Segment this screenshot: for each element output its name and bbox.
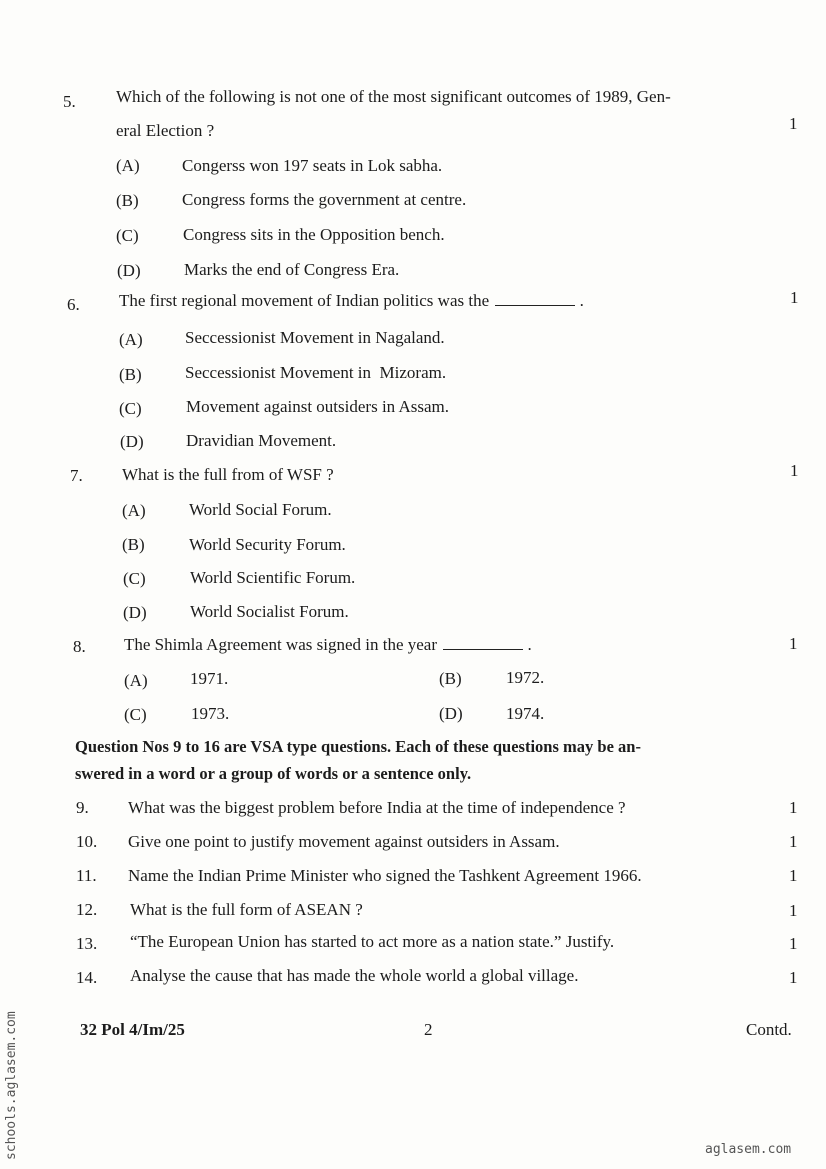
option-letter: (D) bbox=[123, 603, 147, 622]
question-number: 7. bbox=[70, 466, 83, 485]
option-letter: (A) bbox=[116, 156, 140, 175]
option-text: Seccessionist Movement in Mizoram. bbox=[185, 363, 447, 382]
question-marks: 1 bbox=[789, 934, 798, 953]
option-letter: (C) bbox=[116, 226, 139, 245]
option-letter: (A) bbox=[124, 671, 148, 690]
question-marks: 1 bbox=[789, 832, 798, 851]
option-text: Congress forms the government at centre. bbox=[182, 190, 467, 209]
instruction-line: swered in a word or a group of words or a sentence only. bbox=[75, 764, 472, 783]
question-text-body: The Shimla Agreement was signed in the year bbox=[124, 635, 437, 654]
question-number: 10. bbox=[76, 832, 98, 851]
question-text-body: The first regional movement of Indian politics was the bbox=[119, 291, 490, 310]
question-marks: 1 bbox=[789, 901, 798, 920]
continued-label: Contd. bbox=[746, 1020, 792, 1039]
question-marks: 1 bbox=[789, 798, 798, 817]
question-end: . bbox=[527, 635, 532, 654]
answer-blank bbox=[495, 293, 575, 306]
option-text: World Security Forum. bbox=[189, 535, 346, 554]
question-text bbox=[119, 290, 584, 312]
question-number: 8. bbox=[73, 637, 86, 656]
answer-blank bbox=[443, 637, 523, 650]
question-text: What is the full from of WSF ? bbox=[122, 465, 334, 484]
question-text: “The European Union has started to act more as a nation state.” Justify. bbox=[130, 932, 615, 951]
question-number: 6. bbox=[67, 295, 80, 314]
question-text: Give one point to justify movement against outsiders in Assam. bbox=[128, 832, 560, 851]
question-number: 13. bbox=[76, 934, 98, 953]
instruction-line: Question Nos 9 to 16 are VSA type questions. Each of these questions may be an- bbox=[75, 737, 641, 756]
option-text: 1971. bbox=[190, 669, 229, 688]
option-letter: (C) bbox=[123, 569, 146, 588]
option-letter: (B) bbox=[122, 535, 145, 554]
option-letter: (B) bbox=[116, 191, 139, 210]
option-letter: (C) bbox=[124, 705, 147, 724]
question-number: 11. bbox=[76, 866, 97, 885]
question-text: What was the biggest problem before India at the time of independence ? bbox=[128, 798, 626, 817]
question-text: Analyse the cause that has made the whole world a global village. bbox=[130, 966, 579, 985]
question-marks: 1 bbox=[789, 114, 798, 133]
option-letter: (D) bbox=[439, 704, 463, 723]
option-letter: (A) bbox=[122, 501, 146, 520]
question-text-continued: eral Election ? bbox=[116, 121, 215, 140]
option-text: Movement against outsiders in Assam. bbox=[186, 397, 450, 416]
option-letter: (C) bbox=[119, 399, 142, 418]
option-text: World Socialist Forum. bbox=[190, 602, 349, 621]
page-number: 2 bbox=[424, 1020, 433, 1039]
question-text: Which of the following is not one of the most significant outcomes of 1989, Gen- bbox=[116, 87, 671, 106]
question-marks: 1 bbox=[790, 288, 799, 307]
question-number: 9. bbox=[76, 798, 89, 817]
option-letter: (D) bbox=[120, 432, 144, 451]
question-end: . bbox=[579, 291, 584, 310]
option-letter: (B) bbox=[119, 365, 142, 384]
question-number: 14. bbox=[76, 968, 98, 987]
option-text: Marks the end of Congress Era. bbox=[184, 260, 400, 279]
option-letter: (A) bbox=[119, 330, 143, 349]
question-text: Name the Indian Prime Minister who signed the Tashkent Agreement 1966. bbox=[128, 866, 642, 885]
option-text: 1974. bbox=[506, 704, 545, 723]
paper-code: 32 Pol 4/Im/25 bbox=[80, 1020, 185, 1039]
question-text bbox=[124, 634, 532, 656]
option-text: 1972. bbox=[506, 668, 545, 687]
option-text: Seccessionist Movement in Nagaland. bbox=[185, 328, 445, 347]
option-letter: (B) bbox=[439, 669, 462, 688]
option-text: 1973. bbox=[191, 704, 230, 723]
section-instruction bbox=[75, 733, 803, 787]
question-text: What is the full form of ASEAN ? bbox=[130, 900, 363, 919]
question-number: 12. bbox=[76, 900, 98, 919]
question-marks: 1 bbox=[789, 634, 798, 653]
option-text: Dravidian Movement. bbox=[186, 431, 337, 450]
option-text: World Social Forum. bbox=[189, 500, 332, 519]
question-marks: 1 bbox=[789, 866, 798, 885]
question-marks: 1 bbox=[790, 461, 799, 480]
option-text: Congress sits in the Opposition bench. bbox=[183, 225, 445, 244]
question-number: 5. bbox=[63, 92, 76, 111]
option-text: Congerss won 197 seats in Lok sabha. bbox=[182, 156, 443, 175]
question-marks: 1 bbox=[789, 968, 798, 987]
bottom-watermark: aglasem.com bbox=[705, 1142, 792, 1157]
option-letter: (D) bbox=[117, 261, 141, 280]
side-watermark: schools.aglasem.com bbox=[4, 1011, 19, 1160]
option-text: World Scientific Forum. bbox=[190, 568, 356, 587]
